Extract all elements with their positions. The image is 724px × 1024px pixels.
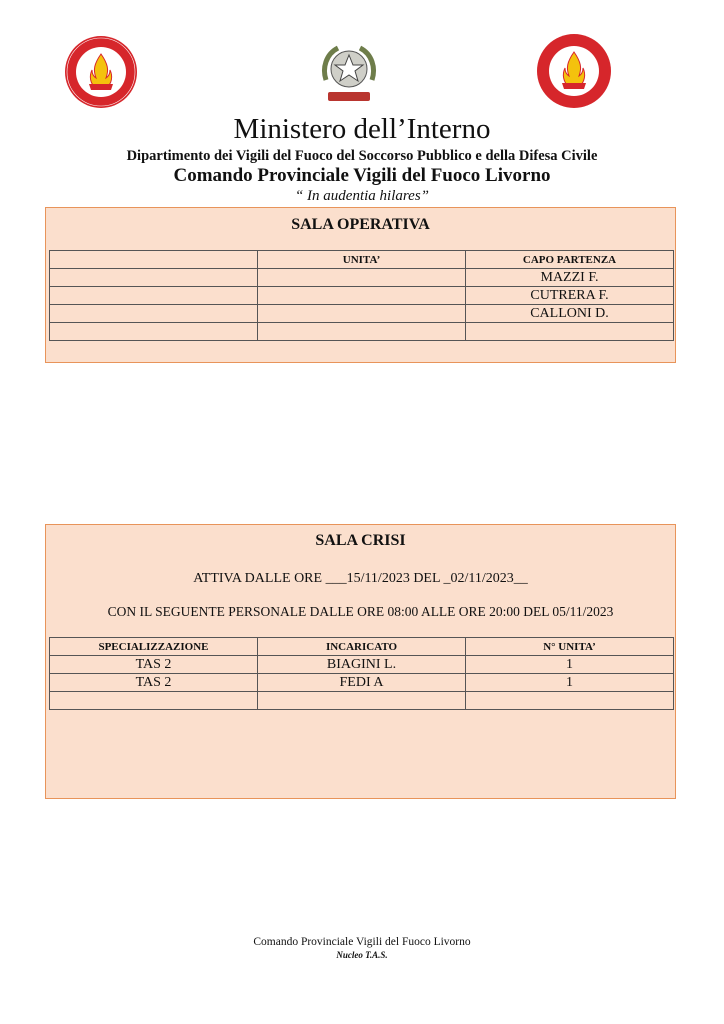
table-header-row (50, 638, 674, 656)
column-header: INCARICATO (258, 638, 466, 656)
sala-crisi-title: SALA CRISI (315, 532, 406, 549)
comando-name: Comando Provinciale Vigili del Fuoco Livorno (173, 165, 551, 186)
table-cell: CALLONI D. (466, 305, 674, 323)
sala-crisi-panel (45, 524, 676, 799)
table-cell (258, 269, 466, 287)
column-header: UNITA’ (258, 251, 466, 269)
table-cell (50, 287, 258, 305)
column-header: N° UNITA’ (466, 638, 674, 656)
table-cell (258, 692, 466, 710)
ministry-title: Ministero dell’Interno (233, 113, 491, 145)
table-cell: BIAGINI L. (258, 656, 466, 674)
table-row (50, 692, 674, 710)
vvf-soccorso-logo-icon (63, 34, 139, 110)
attiva-line: ATTIVA DALLE ORE ___15/11/2023 DEL _02/11/2023__ (193, 571, 528, 586)
sala-operativa-panel (45, 207, 676, 363)
table-cell (50, 323, 258, 341)
sala-operativa-table (49, 250, 674, 341)
table-row (50, 305, 674, 323)
table-cell (50, 305, 258, 323)
table-row (50, 656, 674, 674)
sala-operativa-title: SALA OPERATIVA (291, 216, 430, 233)
table-cell (258, 287, 466, 305)
table-row (50, 674, 674, 692)
sala-crisi-table (49, 637, 674, 710)
table-cell: 1 (466, 656, 674, 674)
table-cell (258, 305, 466, 323)
table-cell: CUTRERA F. (466, 287, 674, 305)
footer-nucleo: Nucleo T.A.S. (336, 950, 388, 960)
table-cell: FEDI A (258, 674, 466, 692)
vvf-corpo-nazionale-logo (535, 32, 613, 110)
column-header: CAPO PARTENZA (466, 251, 674, 269)
table-cell: 1 (466, 674, 674, 692)
department-name: Dipartimento dei Vigili del Fuoco del Soccorso Pubblico e della Difesa Civile (126, 148, 598, 164)
table-cell (466, 323, 674, 341)
footer-comando: Comando Provinciale Vigili del Fuoco Livorno (253, 936, 471, 948)
table-cell: TAS 2 (50, 656, 258, 674)
table-cell (50, 269, 258, 287)
table-row (50, 269, 674, 287)
table-row (50, 323, 674, 341)
motto: “ In audentia hilares” (294, 188, 430, 204)
table-cell: TAS 2 (50, 674, 258, 692)
italian-republic-emblem-icon (318, 40, 380, 106)
column-header: SPECIALIZZAZIONE (50, 638, 258, 656)
table-cell (258, 323, 466, 341)
table-row (50, 287, 674, 305)
personale-line: CON IL SEGUENTE PERSONALE DALLE ORE 08:00 ALLE ORE 20:00 DEL 05/11/2023 (107, 604, 614, 619)
vvf-soccorso-logo (63, 34, 139, 110)
table-header-row (50, 251, 674, 269)
column-header (50, 251, 258, 269)
table-cell: MAZZI F. (466, 269, 674, 287)
table-cell (466, 692, 674, 710)
italian-republic-emblem (318, 40, 380, 106)
table-cell (50, 692, 258, 710)
vvf-corpo-nazionale-logo-icon (535, 32, 613, 110)
